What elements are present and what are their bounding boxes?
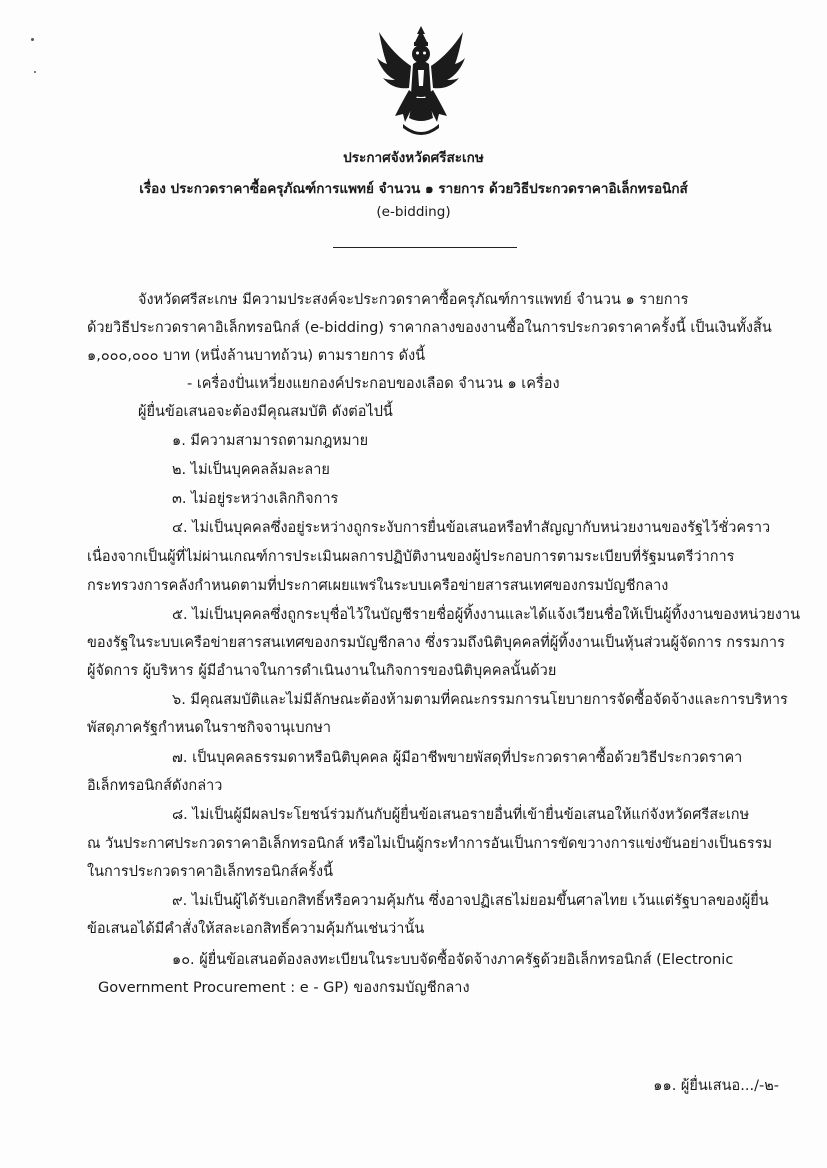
intro-line: ๑,๐๐๐,๐๐๐ บาท (หนึ่งล้านบาทถ้วน) ตามรายการ ดังนี้ xyxy=(87,348,426,364)
document-subject-method: (e-bidding) xyxy=(376,204,451,220)
qualification-4-cont: กระทรวงการคลังกำหนดตามที่ประกาศเผยแพร่ในระบบเครือข่ายสารสนเทศของกรมบัญชีกลาง xyxy=(87,578,669,594)
qualification-1: ๑. มีความสามารถตามกฎหมาย xyxy=(172,433,369,449)
scan-speck xyxy=(34,71,36,73)
qualification-6: ๖. มีคุณสมบัติและไม่มีลักษณะต้องห้ามตามที่คณะกรรมการนโยบายการจัดซื้อจัดจ้างและการบริหาร xyxy=(172,692,788,708)
qualification-4: ๔. ไม่เป็นบุคคลซึ่งอยู่ระหว่างถูกระงับการยื่นข้อเสนอหรือทำสัญญากับหน่วยงานของรัฐไว้ชั่วคราว xyxy=(172,520,771,536)
qualification-9-cont: ข้อเสนอได้มีคำสั่งให้สละเอกสิทธิ์ความคุ้มกันเช่นว่านั้น xyxy=(87,921,425,937)
qualification-5: ๕. ไม่เป็นบุคคลซึ่งถูกระบุชื่อไว้ในบัญชีรายชื่อผู้ทิ้งงานและได้แจ้งเวียนชื่อให้เป็นผู้ทิ้งงานของหน่วยงาน xyxy=(172,607,800,623)
qualification-8: ๘. ไม่เป็นผู้มีผลประโยชน์ร่วมกันกับผู้ยื่นข้อเสนอรายอื่นที่เข้ายื่นข้อเสนอให้แก่จังหวัดศรีสะเกษ xyxy=(172,807,750,823)
page-continuation-footer: ๑๑. ผู้ยื่นเสนอ.../-๒- xyxy=(653,1078,779,1094)
qualification-5-cont: ผู้จัดการ ผู้บริหาร ผู้มีอำนาจในการดำเนินงานในกิจการของนิติบุคคลนั้นด้วย xyxy=(87,663,557,679)
qualification-7-cont: อิเล็กทรอนิกส์ดังกล่าว xyxy=(87,778,223,794)
qualification-2: ๒. ไม่เป็นบุคคลล้มละลาย xyxy=(172,462,330,478)
qualification-8-cont: ณ วันประกาศประกวดราคาอิเล็กทรอนิกส์ หรือไม่เป็นผู้กระทำการอันเป็นการขัดขวางการแข่งขันอย่างเป็นธรรม xyxy=(87,836,773,852)
qualification-10-cont: Government Procurement : e - GP) ของกรมบัญชีกลาง xyxy=(98,980,470,996)
document-subject: เรื่อง ประกวดราคาซื้อครุภัณฑ์การแพทย์ จำนวน ๑ รายการ ด้วยวิธีประกวดราคาอิเล็กทรอนิกส์ xyxy=(139,181,688,197)
qualification-6-cont: พัสดุภาครัฐกำหนดในราชกิจจานุเบกษา xyxy=(87,720,332,736)
title-divider xyxy=(333,247,517,248)
scan-speck xyxy=(31,38,34,41)
document-title: ประกาศจังหวัดศรีสะเกษ xyxy=(343,150,484,166)
qualification-10: ๑๐. ผู้ยื่นข้อเสนอต้องลงทะเบียนในระบบจัดซื้อจัดจ้างภาครัฐด้วยอิเล็กทรอนิกส์ (Electronic xyxy=(172,952,734,968)
qualification-5-cont: ของรัฐในระบบเครือข่ายสารสนเทศของกรมบัญชีกลาง ซึ่งรวมถึงนิติบุคคลที่ผู้ทิ้งงานเป็นหุ้นส่วนผู้จัดการ กรรมการ xyxy=(87,635,785,651)
intro-line: จังหวัดศรีสะเกษ มีความประสงค์จะประกวดราคาซื้อครุภัณฑ์การแพทย์ จำนวน ๑ รายการ xyxy=(138,292,689,308)
qualification-intro: ผู้ยื่นข้อเสนอจะต้องมีคุณสมบัติ ดังต่อไปนี้ xyxy=(138,404,393,420)
garuda-emblem-icon xyxy=(373,24,469,140)
intro-line: ด้วยวิธีประกวดราคาอิเล็กทรอนิกส์ (e-bidding) ราคากลางของงานซื้อในการประกวดราคาครั้งนี้ เป็นเงินทั้งสิ้น xyxy=(87,320,772,336)
qualification-3: ๓. ไม่อยู่ระหว่างเลิกกิจการ xyxy=(172,491,339,507)
qualification-8-cont: ในการประกวดราคาอิเล็กทรอนิกส์ครั้งนี้ xyxy=(87,864,333,880)
qualification-7: ๗. เป็นบุคคลธรรมดาหรือนิติบุคคล ผู้มีอาชีพขายพัสดุที่ประกวดราคาซื้อด้วยวิธีประกวดราคา xyxy=(172,750,743,766)
qualification-4-cont: เนื่องจากเป็นผู้ที่ไม่ผ่านเกณฑ์การประเมินผลการปฏิบัติงานของผู้ประกอบการตามระเบียบที่รัฐมนตรีว่าการ xyxy=(87,549,735,565)
qualification-9: ๙. ไม่เป็นผู้ได้รับเอกสิทธิ์หรือความคุ้มกัน ซึ่งอาจปฏิเสธไม่ยอมขึ้นศาลไทย เว้นแต่รัฐบาลของผู้ยื่น xyxy=(172,893,769,909)
procurement-item: - เครื่องปั่นเหวี่ยงแยกองค์ประกอบของเลือด จำนวน ๑ เครื่อง xyxy=(187,376,560,392)
